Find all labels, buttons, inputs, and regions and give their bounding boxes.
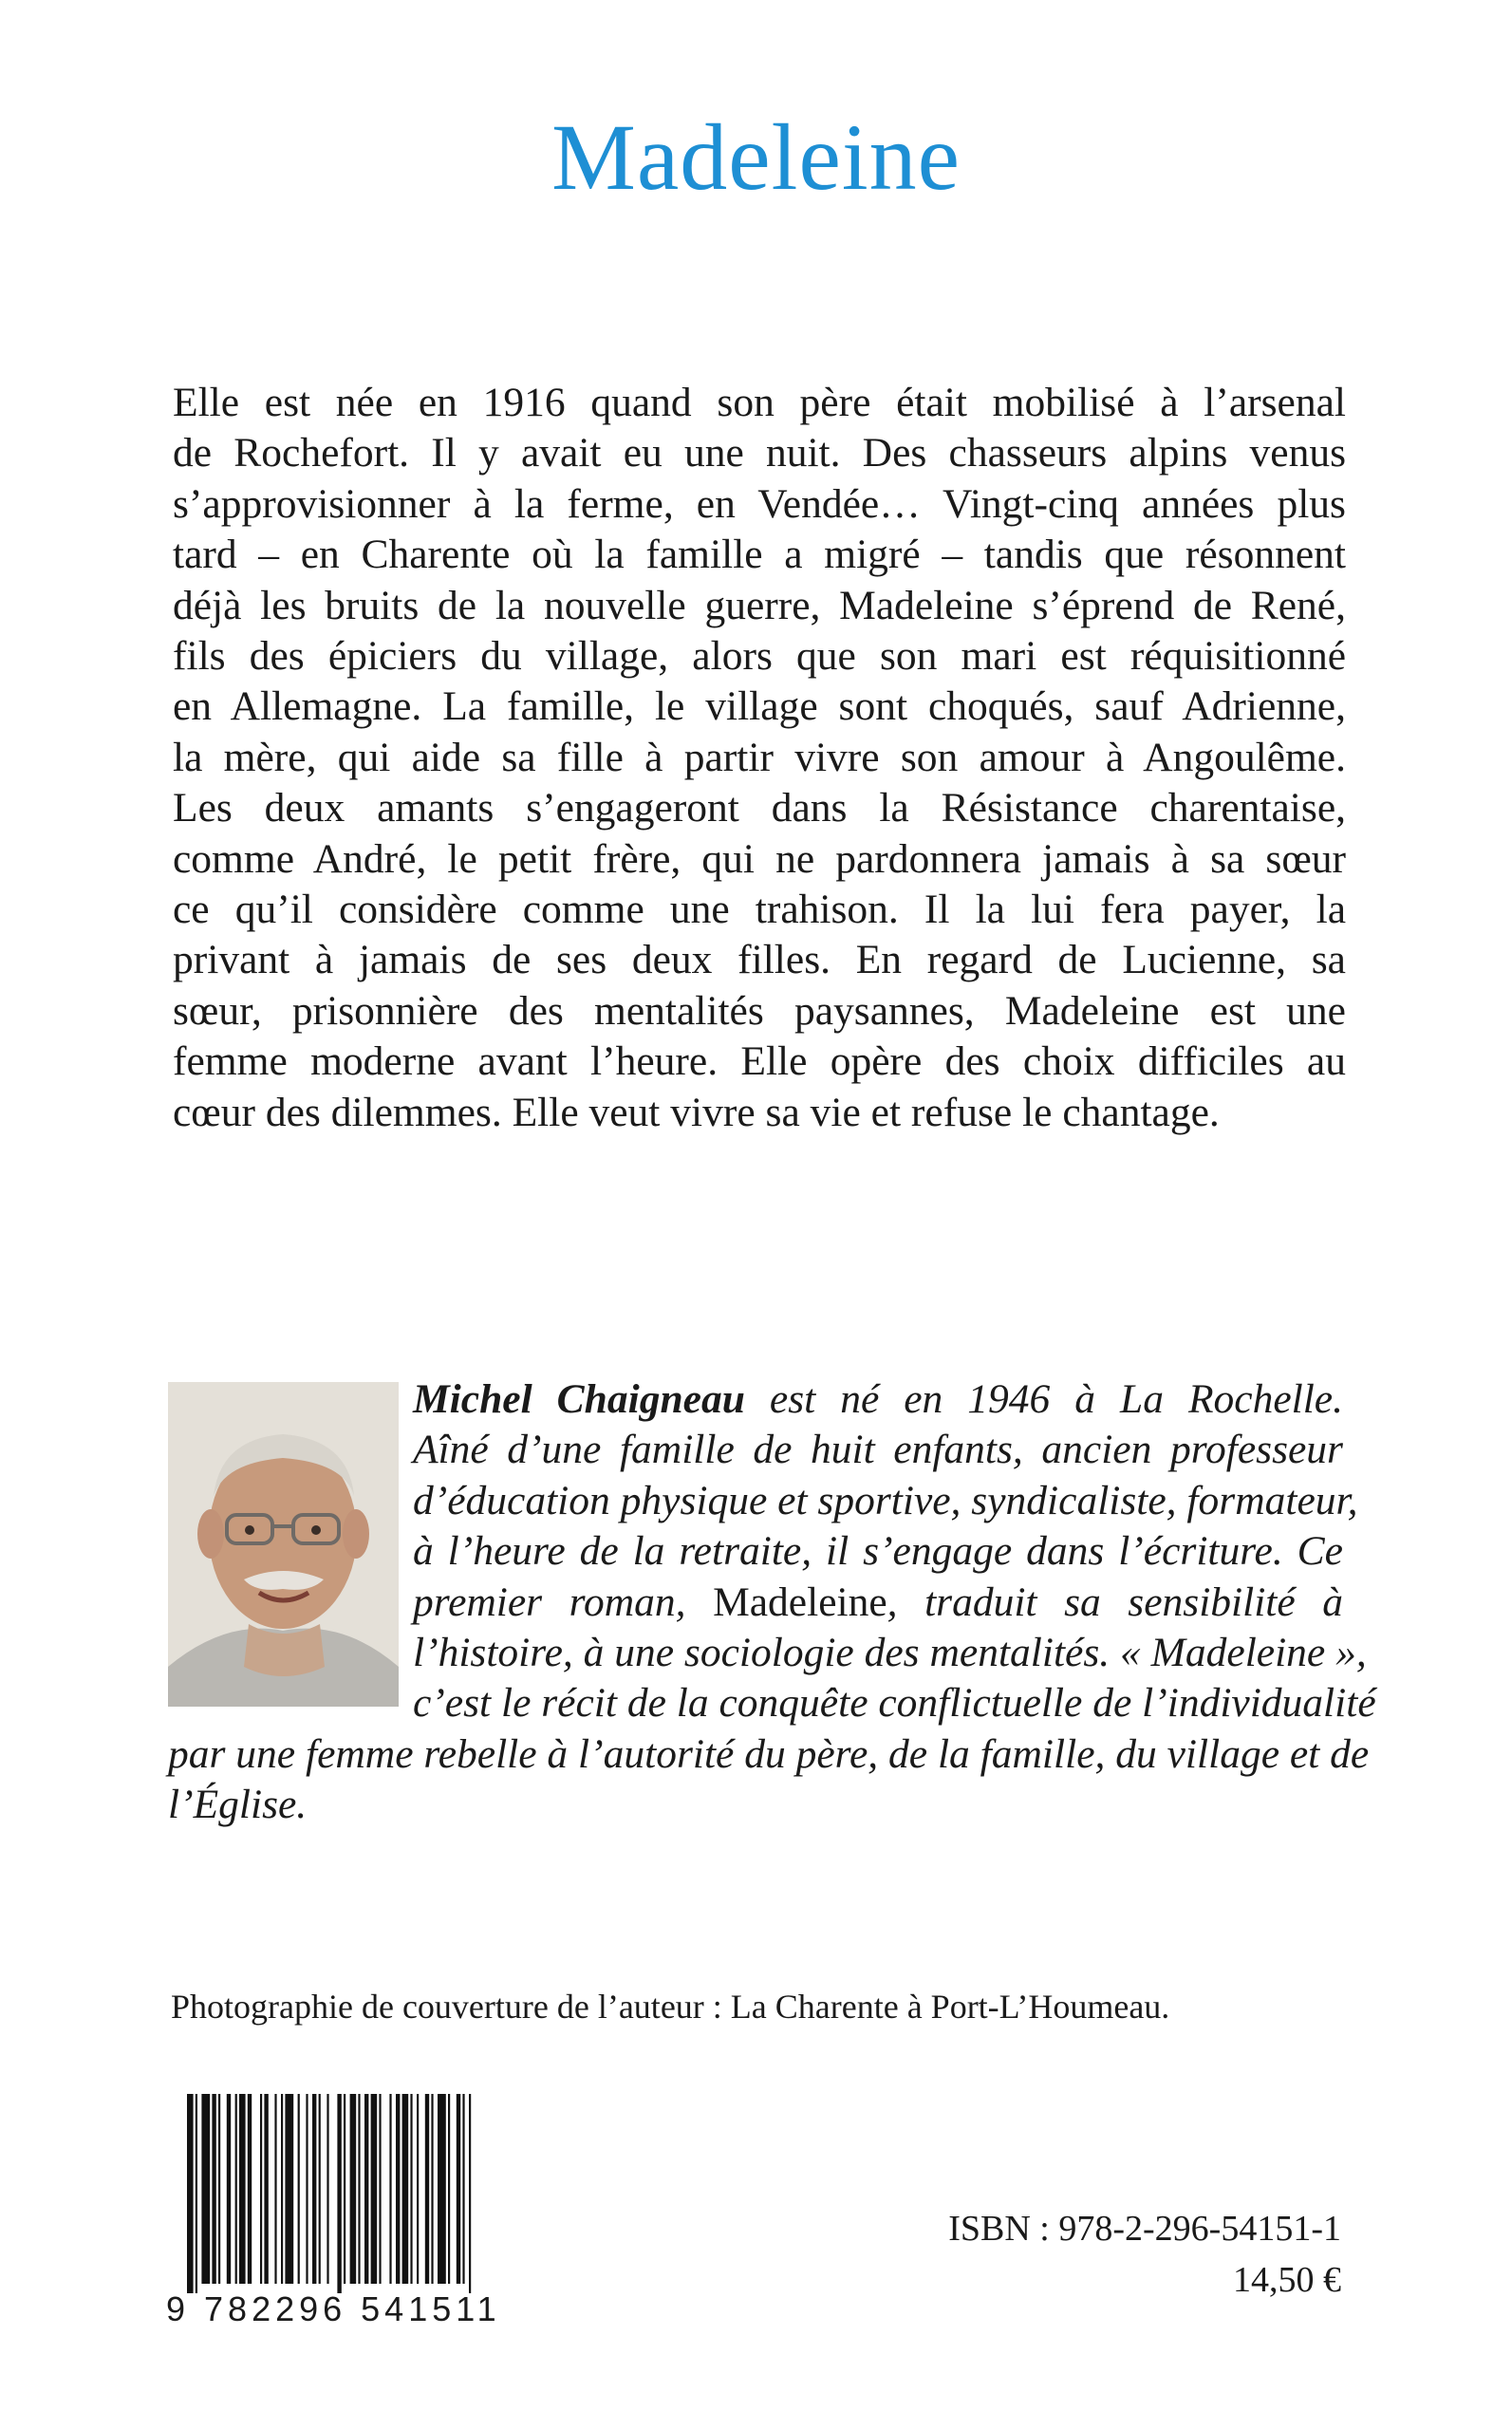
synopsis-line: s’approvisionner à la ferme, en Vendée… Vingt-cinq années plus xyxy=(173,480,1346,527)
barcode-bar xyxy=(344,2094,345,2284)
synopsis-line: Les deux amants s’engageront dans la Résistance charentaise, xyxy=(173,785,1346,831)
barcode-bar xyxy=(438,2094,446,2284)
barcode-bar xyxy=(235,2094,237,2284)
barcode-bar xyxy=(298,2094,300,2284)
author-bio xyxy=(168,1374,1376,1831)
bio-line: l’histoire, à une sociologie des mentalités. « Madeleine », xyxy=(413,1630,1367,1676)
book-title-reference: Madeleine xyxy=(713,1579,887,1625)
barcode-bar xyxy=(285,2094,293,2284)
barcode-bar xyxy=(425,2094,429,2284)
barcode-bar xyxy=(227,2094,231,2284)
bio-line: c’est le récit de la conquête conflictuelle de l’individualité xyxy=(413,1680,1376,1727)
barcode-graphic xyxy=(187,2094,504,2293)
barcode-bar xyxy=(248,2094,252,2284)
synopsis-line: déjà les bruits de la nouvelle guerre, Madeleine s’éprend de René, xyxy=(173,582,1346,628)
bio-line-text: premier roman, xyxy=(413,1579,714,1625)
barcode-digits: 9 782296 541511 xyxy=(166,2289,501,2328)
synopsis-line: en Allemagne. La famille, le village sont choqués, sauf Adrienne, xyxy=(173,683,1346,730)
synopsis-line: comme André, le petit frère, qui ne pardonnera jamais à sa sœur xyxy=(173,835,1346,882)
barcode-bar xyxy=(264,2094,268,2284)
barcode-bar xyxy=(218,2094,220,2284)
barcode-bar xyxy=(306,2094,308,2284)
barcode-bar xyxy=(212,2094,215,2284)
barcode-bar xyxy=(319,2094,321,2284)
bio-line-text: , traduit sa sensibilité à xyxy=(887,1579,1343,1625)
price: 14,50 € xyxy=(1233,2260,1341,2300)
synopsis-line: la mère, qui aide sa fille à partir vivre son amour à Angoulême. xyxy=(173,734,1346,780)
barcode-bar xyxy=(274,2094,276,2284)
barcode-bar xyxy=(239,2094,246,2284)
barcode-bar xyxy=(260,2094,262,2284)
synopsis-line: ce qu’il considère comme une trahison. Il la lui fera payer, la xyxy=(173,887,1346,933)
barcode-bar xyxy=(410,2094,412,2284)
barcode-bar xyxy=(358,2094,360,2284)
barcode-bar xyxy=(448,2094,450,2284)
bio-line xyxy=(413,1374,1343,1425)
bio-line: par une femme rebelle à l’autorité du père, de la famille, du village et de xyxy=(168,1730,1370,1777)
barcode-bar xyxy=(396,2094,400,2284)
barcode-bar xyxy=(327,2094,328,2284)
synopsis-line: privant à jamais de ses deux filles. En regard de Lucienne, sa xyxy=(173,937,1346,983)
bio-line: à l’heure de la retraite, il s’engage dans l’écriture. Ce xyxy=(413,1528,1343,1575)
barcode-bar xyxy=(431,2094,433,2284)
synopsis-line: tard – en Charente où la famille a migré – tandis que résonnent xyxy=(173,532,1346,578)
barcode-bar xyxy=(196,2094,197,2293)
bio-line xyxy=(413,1578,1343,1628)
barcode-bar xyxy=(337,2094,341,2293)
barcode-bar xyxy=(462,2094,464,2284)
synopsis-line: sœur, prisonnière des mentalités paysannes, Madeleine est une xyxy=(173,987,1346,1034)
barcode-bar xyxy=(350,2094,357,2284)
barcode-bar xyxy=(364,2094,368,2284)
synopsis-line: de Rochefort. Il y avait eu une nuit. Des chasseurs alpins venus xyxy=(173,430,1346,476)
synopsis-line: femme moderne avant l’heure. Elle opère des choix difficiles au xyxy=(173,1038,1346,1085)
bio-line: l’Église. xyxy=(168,1782,308,1828)
barcode-bar xyxy=(457,2094,460,2284)
barcode-bar xyxy=(312,2094,316,2284)
book-title: Madeleine xyxy=(551,104,961,210)
synopsis xyxy=(173,378,1346,1138)
barcode-bar xyxy=(201,2094,210,2284)
isbn: ISBN : 978-2-296-54151-1 xyxy=(948,2209,1341,2249)
barcode-bar xyxy=(389,2094,391,2284)
synopsis-line: fils des épiciers du village, alors que son mari est réquisitionné xyxy=(173,633,1346,680)
barcode-bar xyxy=(417,2094,419,2284)
synopsis-line: Elle est née en 1916 quand son père était mobilisé à l’arsenal xyxy=(173,380,1346,425)
bio-line-text: est né en 1946 à La Rochelle. xyxy=(744,1376,1343,1422)
photo-credit: Photographie de couverture de l’auteur : La Charente à Port-L’Houmeau. xyxy=(171,1988,1170,2026)
barcode-bar xyxy=(469,2094,471,2293)
barcode-bar xyxy=(402,2094,409,2284)
barcode-bar xyxy=(379,2094,381,2284)
barcode-bar xyxy=(281,2094,283,2284)
bio-line: d’éducation physique et sportive, syndicaliste, formateur, xyxy=(413,1477,1358,1523)
bio-line: Aîné d’une famille de huit enfants, ancien professeur xyxy=(413,1427,1343,1473)
barcode-bar xyxy=(371,2094,378,2284)
author-name: Michel Chaigneau xyxy=(413,1376,745,1422)
barcode-bar xyxy=(187,2094,194,2293)
synopsis-line: cœur des dilemmes. Elle veut vivre sa vie et refuse le chantage. xyxy=(173,1089,1220,1135)
